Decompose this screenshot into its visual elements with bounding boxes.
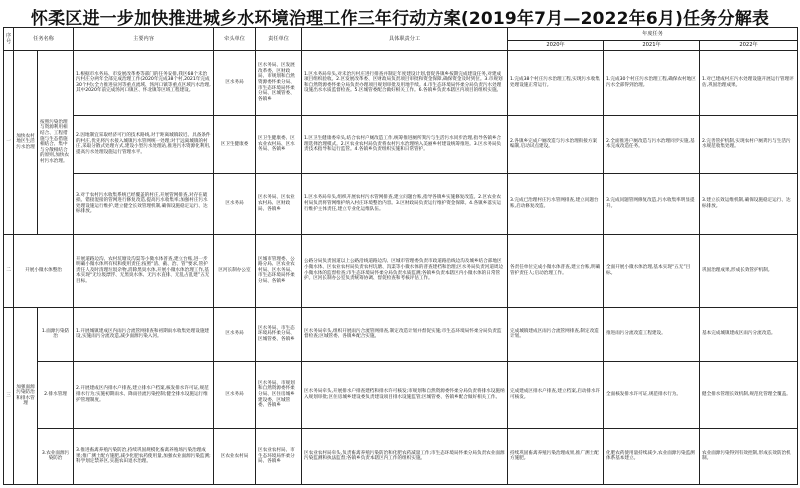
cat3-row2-2022: 健全排水管理长效机制,规范化管理全覆盖。 <box>700 361 798 428</box>
cat3-row3-2021: 化肥农药使用量持续减少,农业面源污染监测体系基本建立。 <box>604 428 700 484</box>
cat1-row1-detail: 1.区水务局牵头,对未治污村庄进行排查并制定年度建设计划,督促各镇乡按期完成建设任务,对建成项目组织验收。2.区发展改革委、区财政局负责项目审批和资金保障,确保资金及时到位。3.市规划和自然资源委怀柔分局负责办理项目规划审批及用地手续。4.市生态环境局怀柔分局负责污水处理设施出水水质监督检查。5.区城管委配合做好相关工作。6.各镇乡负责本辖区内项目的组织实施。 <box>302 50 508 115</box>
cat3-row3-2020: 持续巩固畜禽养殖污染治理成果,推广测土配方施肥。 <box>508 428 604 484</box>
cat2-2021: 全面开展小微水体治理,基本实现“五无”目标。 <box>604 234 700 307</box>
cat1-row2-resp: 区卫生健康委、区农业农村局、区水务局、各镇乡 <box>256 115 302 173</box>
cat3-row3-resp: 区农业农村局、市生态环境局怀柔分局、各镇乡 <box>256 428 302 484</box>
cat1-row2-content: 2.因地制宜采取经济可行的技术路线,对于距离城镇较近、具备条件的村庄,优先将污水接入城镇污水管网统一处理;对于远离城镇的村庄,采取分散式处理方式,建设小型污水处理站,推进污水资源化利用,提高污水处理设施运行管理水平。 <box>74 115 214 173</box>
cat2-lead: 区河长制办公室 <box>214 234 256 307</box>
cat1-name: 加快农村地区生活污水治理 <box>14 50 38 234</box>
cat2-resp: 区城市管理委、公路分局、区农业农村局、区水务局、市生态环境局怀柔分局、各镇乡 <box>256 234 302 307</box>
cat3-row2-lead: 区水务局 <box>214 361 256 428</box>
col-2020: 2020年 <box>508 40 604 50</box>
cat3-row3-lead: 区农业农村局 <box>214 428 256 484</box>
cat3-name: 加强面源污染防治和排水管理 <box>14 307 38 484</box>
cat3-row3-name: 3.农业面源污染防治 <box>38 428 74 484</box>
col-resp: 责任单位 <box>256 28 302 51</box>
cat1-row3-2022: 3.建立长效运维机制,确保设施稳定运行、达标排放。 <box>700 174 798 235</box>
cat1-row1-2020: 1.完成38个村庄污水治理工程,实现污水收集处理设施正常运行。 <box>508 50 604 115</box>
table-row <box>4 174 798 235</box>
document-title: 怀柔区进一步加快推进城乡水环境治理工作三年行动方案(2019年7月—2022年6月)任务分解表 <box>30 9 770 29</box>
cat3-row1-2021: 推进雨污分流改造工程建设。 <box>604 307 700 361</box>
cat3-row2-detail: 区水务局牵头,开展排水户排查建档和排水许可核发;市规划和自然资源委怀柔分局负责将排水设施纳入规划审批;区住房城乡建设委负责建设项目排水设施监管;区城管委、各镇乡配合做好相关工作。 <box>302 361 508 428</box>
cat2-name: 开展小微水体整治 <box>14 234 74 307</box>
task-table <box>3 27 798 485</box>
table-row <box>4 50 798 115</box>
header-row-1 <box>4 28 798 41</box>
cat3-seq: 三 <box>4 307 14 484</box>
cat3-row2-2021: 全面核发排水许可证,规范排水行为。 <box>604 361 700 428</box>
cat1-row2-2020: 2.各镇乡完成户厕改造与污水治理衔接方案编制,启动试点建设。 <box>508 115 604 173</box>
cat1-row2-2021: 2.全面推进户厕改造与污水治理同步实施,基本完成改造任务。 <box>604 115 700 173</box>
cat1-row3-2021: 3.完成问题管网修复改造,污水收集率明显提升。 <box>604 174 700 235</box>
cat1-seq: 一 <box>4 50 14 234</box>
cat1-row3-lead: 区水务局 <box>214 174 256 235</box>
col-seq: 序号 <box>4 28 14 51</box>
cat3-row1-detail: 区水务局牵头,组织开展雨污合流管网排查,制定改造计划并督促实施;市生态环境局怀柔分局负责监督检查;区城管委、各镇乡配合实施。 <box>302 307 508 361</box>
col-content: 主要内容 <box>74 28 214 51</box>
cat1-row3-resp: 区水务局、区农业农村局、区财政局、各镇乡 <box>256 174 302 235</box>
cat3-row3-content: 3.推进畜禽养殖污染防治,持续巩固规模化畜禽养殖场污染治理成果;推广测土配方施肥,减少化肥农药使用量,加强农业面源污染监测;科学划定禁养区,实施农田退水治理。 <box>74 428 214 484</box>
cat3-row1-2020: 完成城镇建成区雨污合流管网排查,制定改造计划。 <box>508 307 604 361</box>
cat3-row1-2022: 基本完成城镇建成区雨污分流改造。 <box>700 307 798 361</box>
cat2-seq: 二 <box>4 234 14 307</box>
cat1-row1-content: 1.根据市水务局、市发展改革委等部门的任务安排,我区68个未治污村庄分两年全部完成治理工作(2020年完成38个村,2021年完成30个村);全力推进泉河等重点流域、汤河口镇等重点区域污水治理,其中2020年前完成汤河口镇区、怀北镇等区域工程建设。 <box>74 50 214 115</box>
table-row <box>4 234 798 307</box>
cat2-2022: 巩固治理成果,形成长效管护机制。 <box>700 234 798 307</box>
col-lead: 牵头单位 <box>214 28 256 51</box>
table-row <box>4 115 798 173</box>
table-row <box>4 307 798 361</box>
cat1-row2-2022: 2.完善管护机制,实现农村户厕粪污与生活污水规范收集处理。 <box>700 115 798 173</box>
cat3-row2-2020: 完成建成区排水户排查,建立档案,启动排水许可核发。 <box>508 361 604 428</box>
cat3-row1-name: 1.面源污染防治 <box>38 307 74 361</box>
table-row <box>4 428 798 484</box>
cat3-row2-resp: 区水务局、市规划和自然资源委怀柔分局、区住房城乡建设委、区城管委、各镇乡 <box>256 361 302 428</box>
col-task: 任务名称 <box>14 28 74 51</box>
cat1-row3-content: 3.对于农村污水收集系统已经覆盖的村庄,开展管网排查,对存在破损、错接混接的管网进行修复改造,提高污水收集率;加强村庄污水处理设施运行维护,建立健全长效管理机制,确保设施稳定运行、达标排放。 <box>74 174 214 235</box>
cat3-row1-lead: 区水务局 <box>214 307 256 361</box>
cat3-row2-name: 2.排水管理 <box>38 361 74 428</box>
cat1-row1-resp: 区水务局、区发展改革委、区财政局、市规划和自然资源委怀柔分局、市生态环境局怀柔分局、区城管委、各镇乡 <box>256 50 302 115</box>
cat2-detail: 公路分局负责国道以上公路沿线道路边沟、区城市管理委负责市政道路沿线边沟及城乡结合部地区小微水体、区农业农村局负责农村坑塘、沟渠等小微水体的普查建档和治理;区水务局负责河道周边小微水体的监督检查;市生态环境局怀柔分局负责水质监测;各镇乡负责本辖区内小微水体的日常管护。区河长制办公室负责统筹协调、督促检查和考核评估工作。 <box>302 234 508 307</box>
cat3-row3-2022: 农业面源污染得到有效控制,形成长效防治机制。 <box>700 428 798 484</box>
cat3-row2-content: 2.开展建成区内排水户排查,建立排水户档案,核发排水许可证,规范排水行为;实施初期雨水、降雨径流污染控制;健全排水设施运行维护管理制度。 <box>74 361 214 428</box>
cat3-row1-content: 1.开展城镇建成区内雨污合流管网排查和初期雨水收集处理设施建设,实施雨污分流改造,减少面源污染入河。 <box>74 307 214 361</box>
cat1-row2-detail: 1.区卫生健康委牵头,结合农村户厕改造工作,统筹推进厕所粪污与生活污水同步治理,指导各镇乡合理选择治理模式。2.区农业农村局负责将农村污水治理纳入美丽乡村建设统筹推进。3.区水务局负责技术指导和运行监管。4.各镇乡负责组织实施和日常管护。 <box>302 115 508 173</box>
col-annual: 年度任务 <box>508 28 798 41</box>
cat2-2020: 各责任单位完成小微水体普查,建立台账,明确管护责任人;启动治理工作。 <box>508 234 604 307</box>
cat1-row3-detail: 1.区水务局牵头,组织开展农村污水管网排查,建立问题台账,指导各镇乡实施修复改造。2.区农业农村局负责将管网维护纳入村庄环境整治内容。3.区财政局负责运行维护资金保障。4.各镇乡落实运行维护主体责任,建立专业化运维队伍。 <box>302 174 508 235</box>
col-2022: 2022年 <box>700 40 798 50</box>
cat3-row3-detail: 区农业农村局牵头,负责畜禽养殖污染防治和化肥农药减量工作;市生态环境局怀柔分局负责农业面源污染监测和执法监督;各镇乡负责本辖区内工作的组织实施。 <box>302 428 508 484</box>
cat3-row1-resp: 区水务局、市生态环境局怀柔分局、区城管委、各镇乡 <box>256 307 302 361</box>
cat1-row1-lead: 区水务局 <box>214 50 256 115</box>
cat1-row2-lead: 区卫生健康委 <box>214 115 256 173</box>
cat2-content: 开展道路边沟、农村坑塘及沟渠等小微水体普查,建立台账,进一步明确小微水体所有权和使用责任;按照“清、截、治、管”要求,管护责任人及时清理垃圾杂物,消除黑臭水体,开展小微水体治理工作,基本实现“无垃圾漂浮、无黑臭水体、无污水直排、无乱占乱建”五无目标。 <box>74 234 214 307</box>
cat1-subtask: 按照污染治理与资源利用相结合、工程措施与生态措施相结合、集中与分散相结合的原则,加快农村污水治理。 <box>38 50 74 234</box>
table-row <box>4 361 798 428</box>
col-detail: 具体职责分工 <box>302 28 508 51</box>
cat1-row3-2020: 3.完成已治理村庄污水管网排查,建立问题台账,启动修复改造。 <box>508 174 604 235</box>
col-2021: 2021年 <box>604 40 700 50</box>
cat1-row1-2022: 1.对已建成村庄污水处理设施开展运行管理评估,巩固治理成果。 <box>700 50 798 115</box>
cat1-row1-2021: 1.完成30个村庄污水治理工程,确保农村地区污水全部得到治理。 <box>604 50 700 115</box>
